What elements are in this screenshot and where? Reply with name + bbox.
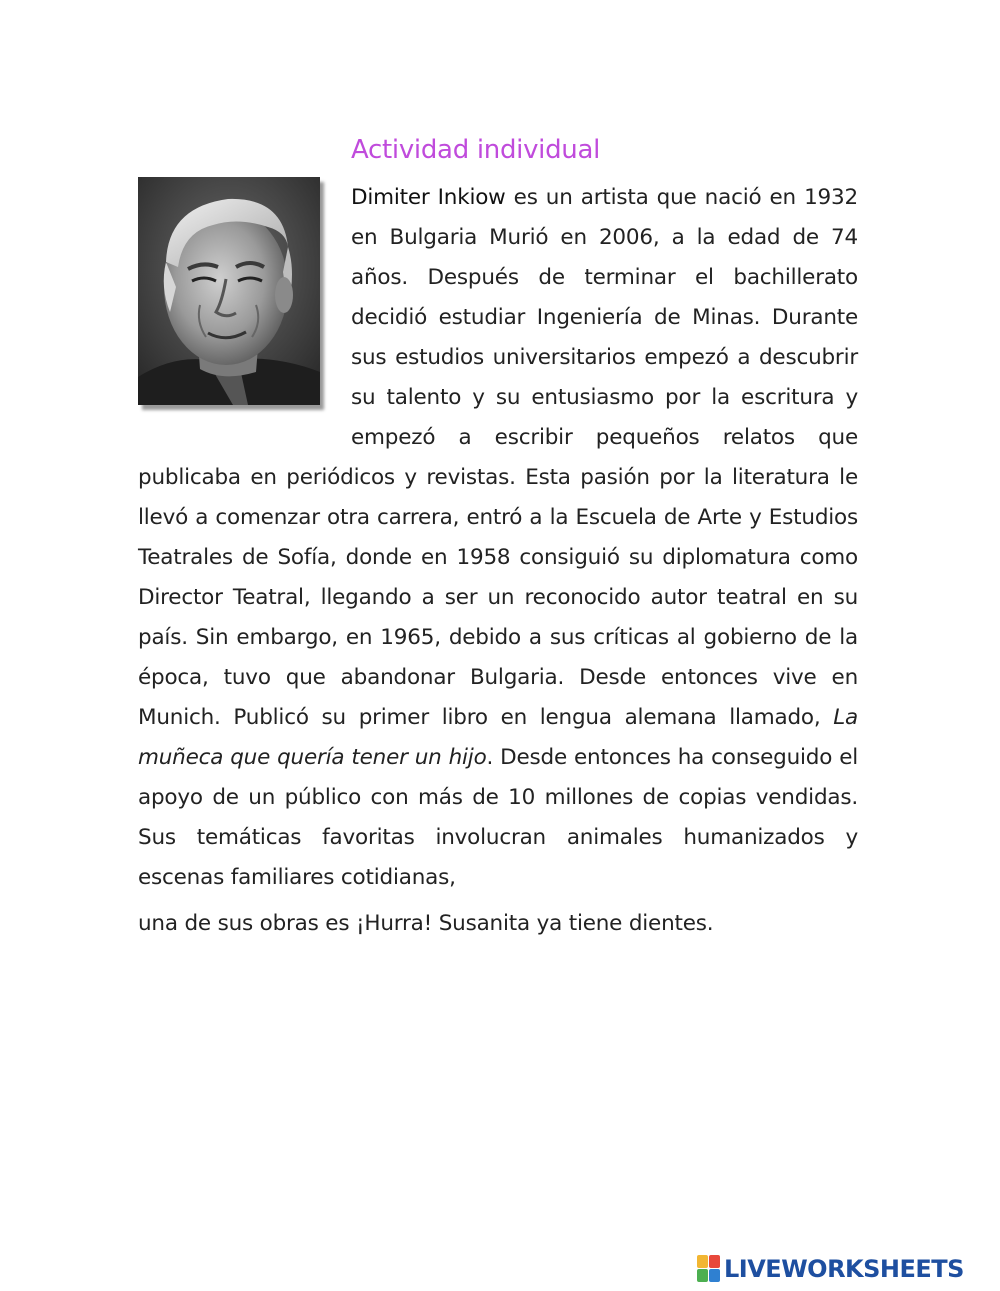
page-title: Actividad individual [351,135,601,166]
photo-text-wrap-spacer [138,178,330,458]
liveworksheets-logo [697,1253,964,1285]
book-title: La muñeca que quería tener un hijo [138,705,858,770]
liveworksheets-logo-icon [697,1255,721,1283]
bio-text-part-2: . Desde entonces ha conseguido el apoyo de un público con más de 10 millones de copias vendidas. Sus temáticas favoritas involucran animales humanizados y escenas familiares cotidianas, [138,745,858,890]
logo-text: LIVEWORKSHEETS [724,1255,964,1283]
author-name: Dimiter Inkiow [351,185,506,210]
bio-last-line: una de sus obras es ¡Hurra! Susanita ya tiene dientes. [138,911,714,936]
bio-text-part-1: es un artista que nació en 1932 en Bulgaria Murió en 2006, a la edad de 74 años. Después de terminar el bachillerato decidió estudiar Ingeniería de Minas. Durante sus estudios universitarios empezó a descubrir su talento y su entusiasmo por la escritura y empezó a escribir pequeños relatos que publicaba en periódicos y revistas. Esta pasión por la literatura le llevó a comenzar otra carrera, entró a la Escuela de Arte y Estudios Teatrales de Sofía, donde en 1958 consiguió su diplomatura como Director Teatral, llegando a ser un reconocido autor teatral en su país. Sin embargo, en 1965, debido a sus críticas al gobierno de la época, tuvo que abandonar Bulgaria. Desde entonces vive en Munich. Publicó su primer libro en lengua alemana llamado, [138,185,858,730]
author-biography [138,178,858,944]
